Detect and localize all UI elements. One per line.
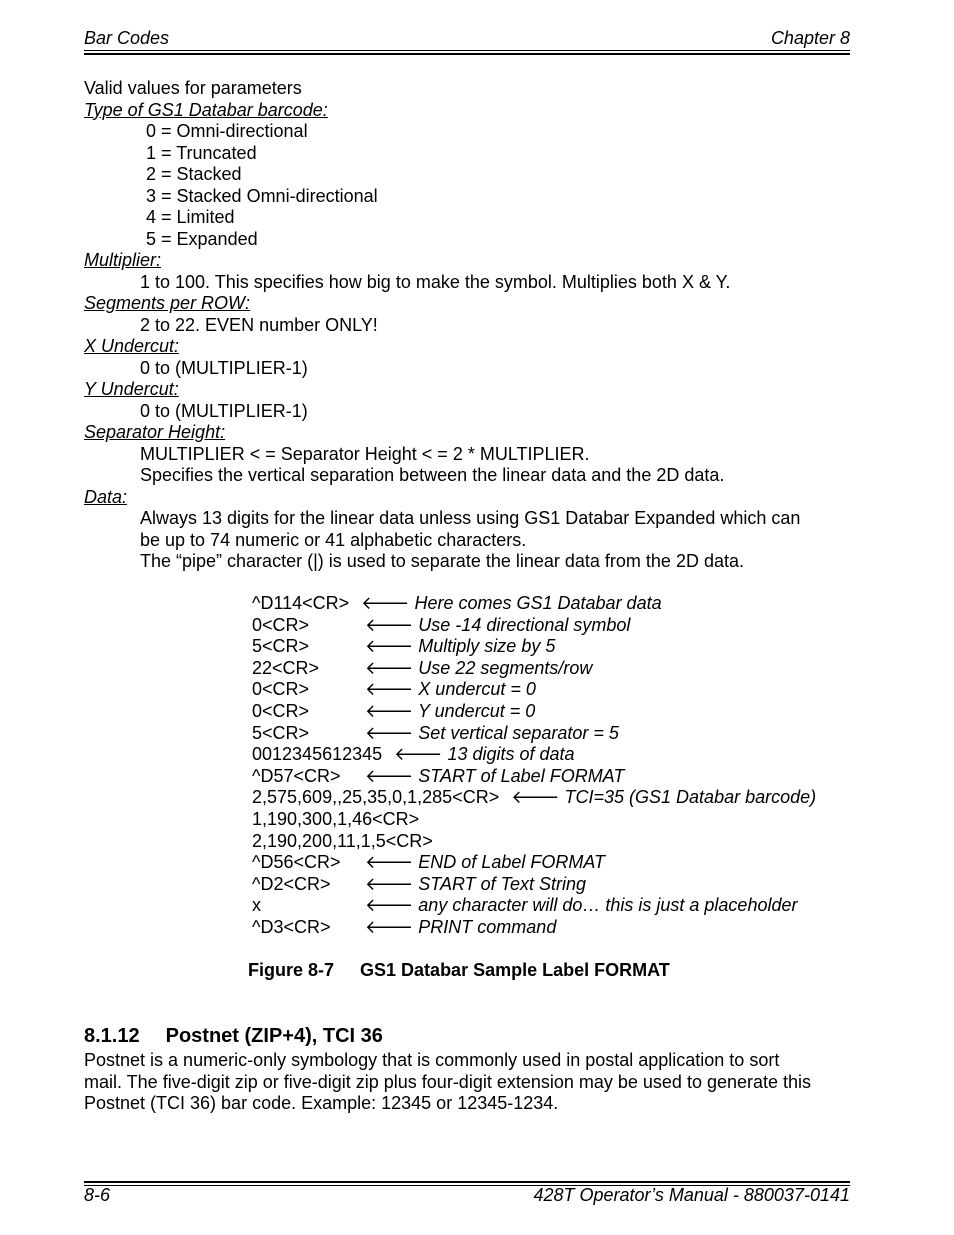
manual-page bbox=[84, 0, 850, 1235]
header-right: Chapter 8 bbox=[770, 28, 850, 48]
left-arrow-icon: 🡐 bbox=[365, 895, 414, 916]
code-command: ^D3<CR> bbox=[252, 916, 331, 937]
left-arrow-icon: 🡐 bbox=[365, 657, 414, 678]
left-arrow-icon: 🡐 bbox=[365, 916, 414, 937]
left-arrow-icon: 🡐 bbox=[365, 873, 414, 894]
paragraph-line: Postnet (TCI 36) bar code. Example: 12345 or 12345-1234. bbox=[84, 1093, 559, 1113]
param-label-row bbox=[84, 100, 850, 122]
code-line bbox=[252, 593, 816, 615]
comment-text: TCI=35 (GS1 Databar barcode) bbox=[564, 787, 817, 808]
code-comment bbox=[365, 917, 556, 939]
code-line bbox=[252, 917, 816, 939]
param-label: Segments per ROW: bbox=[84, 293, 251, 313]
param-value: 2 = Stacked bbox=[146, 164, 242, 184]
section-heading bbox=[84, 1025, 383, 1048]
figure-caption bbox=[248, 960, 670, 981]
code-command: ^D57<CR> bbox=[252, 765, 341, 786]
section-number: 8.1.12 bbox=[84, 1025, 140, 1047]
code-line bbox=[252, 874, 816, 896]
code-command: 0012345612345 bbox=[252, 744, 383, 765]
footer-left: 8-6 bbox=[84, 1185, 111, 1205]
header-rule bbox=[84, 50, 850, 51]
param-label: Data: bbox=[84, 486, 128, 507]
comment-text: START of Label FORMAT bbox=[418, 765, 625, 786]
param-label: Multiplier: bbox=[84, 250, 162, 270]
section-paragraph bbox=[84, 1050, 850, 1115]
comment-text: START of Text String bbox=[418, 873, 587, 894]
left-arrow-icon: 🡐 bbox=[365, 614, 414, 635]
left-arrow-icon: 🡐 bbox=[365, 636, 414, 657]
comment-text: Set vertical separator = 5 bbox=[418, 722, 619, 743]
param-label-row bbox=[84, 293, 850, 315]
param-label-row bbox=[84, 250, 850, 272]
param-label-row bbox=[84, 487, 850, 509]
code-command: x bbox=[252, 895, 261, 916]
code-comment bbox=[365, 701, 535, 723]
param-label: Type of GS1 Databar barcode: bbox=[84, 99, 328, 120]
param-value: 0 to (MULTIPLIER-1) bbox=[140, 400, 308, 421]
code-command: 0<CR> bbox=[252, 700, 310, 721]
param-value: Specifies the vertical separation between the linear data and the 2D data. bbox=[140, 465, 725, 485]
code-command: ^D114<CR> bbox=[252, 593, 350, 613]
code-comment bbox=[361, 593, 661, 613]
code-line bbox=[252, 679, 816, 701]
left-arrow-icon: 🡐 bbox=[365, 765, 414, 786]
code-line bbox=[252, 766, 816, 788]
code-line bbox=[252, 852, 816, 874]
paragraph-line: Postnet is a numeric-only symbology that is commonly used in postal application to sort bbox=[84, 1050, 780, 1070]
parameter-list bbox=[84, 78, 850, 573]
code-line bbox=[252, 831, 816, 853]
code-comment bbox=[365, 852, 605, 874]
code-sample bbox=[252, 593, 816, 939]
comment-text: Y undercut = 0 bbox=[417, 700, 536, 721]
code-command: 5<CR> bbox=[252, 722, 310, 743]
comment-text: any character will do… this is just a placeholder bbox=[418, 895, 798, 916]
param-value: The “pipe” character (|) is used to separate the linear data from the 2D data. bbox=[140, 551, 744, 571]
comment-text: 13 digits of data bbox=[447, 744, 575, 765]
param-value: 0 = Omni-directional bbox=[146, 121, 308, 141]
param-value: 3 = Stacked Omni-directional bbox=[146, 185, 378, 206]
figure-title: GS1 Databar Sample Label FORMAT bbox=[360, 960, 670, 980]
left-arrow-icon: 🡐 bbox=[365, 852, 414, 873]
intro-text: Valid values for parameters bbox=[84, 78, 302, 98]
code-command: 0<CR> bbox=[252, 614, 310, 635]
code-comment bbox=[365, 679, 536, 701]
code-comment bbox=[365, 766, 624, 788]
code-command: ^D56<CR> bbox=[252, 852, 341, 873]
code-comment bbox=[511, 787, 816, 807]
code-comment bbox=[365, 658, 592, 680]
code-line bbox=[252, 701, 816, 723]
param-label: Y Undercut: bbox=[84, 379, 179, 399]
header-rule-thick bbox=[84, 53, 850, 55]
comment-text: X undercut = 0 bbox=[418, 679, 536, 700]
code-command: ^D2<CR> bbox=[252, 873, 331, 894]
comment-text: END of Label FORMAT bbox=[418, 852, 606, 873]
left-arrow-icon: 🡐 bbox=[361, 593, 410, 613]
comment-text: PRINT command bbox=[418, 916, 557, 937]
code-command: 22<CR> bbox=[252, 657, 320, 678]
code-comment bbox=[394, 744, 574, 764]
code-line bbox=[252, 723, 816, 745]
param-label-row bbox=[84, 336, 850, 358]
param-label-row bbox=[84, 379, 850, 401]
code-command: 0<CR> bbox=[252, 679, 310, 700]
param-value: be up to 74 numeric or 41 alphabetic characters. bbox=[140, 529, 527, 550]
left-arrow-icon: 🡐 bbox=[394, 744, 443, 765]
header-left: Bar Codes bbox=[84, 28, 170, 48]
code-line bbox=[252, 809, 816, 831]
param-value: 2 to 22. EVEN number ONLY! bbox=[140, 314, 378, 335]
param-value: 1 = Truncated bbox=[146, 142, 257, 163]
code-line bbox=[252, 744, 816, 766]
comment-text: Multiply size by 5 bbox=[418, 636, 556, 657]
figure-number: Figure 8-7 bbox=[248, 960, 335, 980]
code-command: 2,190,200,11,1,5<CR> bbox=[252, 830, 433, 851]
code-line bbox=[252, 615, 816, 637]
paragraph-line: mail. The five-digit zip or five-digit zip plus four-digit extension may be used to generate this bbox=[84, 1071, 812, 1092]
param-value: 4 = Limited bbox=[146, 207, 235, 227]
comment-text: Here comes GS1 Databar data bbox=[414, 593, 662, 613]
param-label: Separator Height: bbox=[84, 422, 226, 442]
comment-text: Use 22 segments/row bbox=[418, 657, 593, 678]
code-line bbox=[252, 895, 816, 917]
comment-text: Use -14 directional symbol bbox=[418, 614, 631, 635]
footer-rule-thick bbox=[84, 1181, 850, 1183]
code-command: 2,575,609,,25,35,0,1,285<CR> bbox=[252, 787, 500, 808]
code-line bbox=[252, 787, 816, 809]
param-value: Always 13 digits for the linear data unless using GS1 Databar Expanded which can bbox=[140, 508, 801, 528]
code-comment bbox=[365, 636, 555, 658]
left-arrow-icon: 🡐 bbox=[365, 679, 414, 700]
left-arrow-icon: 🡐 bbox=[511, 787, 560, 808]
param-value: 1 to 100. This specifies how big to make the symbol. Multiplies both X & Y. bbox=[140, 271, 731, 292]
param-label-row bbox=[84, 422, 850, 444]
code-line bbox=[252, 658, 816, 680]
code-comment bbox=[365, 874, 586, 896]
left-arrow-icon: 🡐 bbox=[365, 722, 414, 743]
section-title: Postnet (ZIP+4), TCI 36 bbox=[165, 1025, 383, 1047]
footer-right: 428T Operator’s Manual - 880037-0141 bbox=[533, 1185, 850, 1205]
code-comment bbox=[365, 723, 619, 745]
left-arrow-icon: 🡐 bbox=[365, 700, 414, 721]
code-command: 1,190,300,1,46<CR> bbox=[252, 808, 420, 829]
param-value: 0 to (MULTIPLIER-1) bbox=[140, 357, 308, 378]
code-comment bbox=[365, 615, 630, 637]
code-command: 5<CR> bbox=[252, 636, 310, 657]
param-value: 5 = Expanded bbox=[146, 228, 258, 249]
param-label: X Undercut: bbox=[84, 336, 180, 356]
param-value: MULTIPLIER < = Separator Height < = 2 * MULTIPLIER. bbox=[140, 443, 590, 464]
code-comment bbox=[365, 895, 797, 917]
code-line bbox=[252, 636, 816, 658]
